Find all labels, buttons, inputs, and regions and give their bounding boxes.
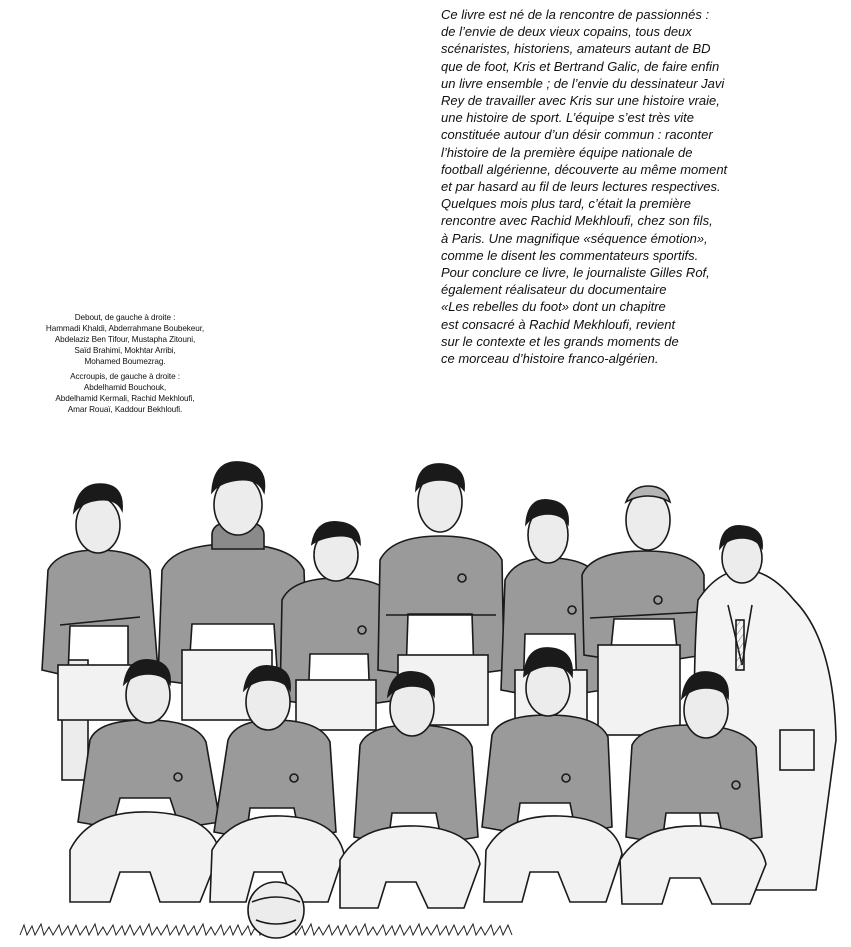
caption-line: Abdelaziz Ben Tifour, Mustapha Zitouni, [54, 335, 196, 344]
blurb-line: comme le disent les commentateurs sportifs. [441, 247, 699, 263]
blurb-line: «Les rebelles du foot» dont un chapitre [441, 299, 666, 315]
blurb-line: scénaristes, historiens, amateurs autant de BD [441, 41, 711, 57]
blurb-line: Rey de travailler avec Kris sur une histoire vraie, [441, 93, 720, 109]
blurb-line: Pour conclure ce livre, le journaliste Gilles Rof, [441, 265, 710, 281]
book-blurb [441, 6, 841, 367]
caption-standing [30, 312, 220, 367]
blurb-line: l’histoire de la première équipe nationale de [441, 144, 693, 160]
caption-line: Amar Rouaï, Kaddour Bekhloufi. [67, 405, 183, 414]
caption-line: Hammadi Khaldi, Abderrahmane Boubekeur, [45, 324, 205, 333]
blurb-line: une histoire de sport. L’équipe s’est très vite [441, 110, 694, 126]
blurb-line: football algérienne, découverte au même moment [441, 161, 728, 177]
team-illustration [0, 440, 851, 947]
blurb-line: rencontre avec Rachid Mekhloufi, chez son fils, [441, 213, 713, 229]
blurb-line: sur le contexte et les grands moments de [441, 333, 679, 349]
blurb-line: à Paris. Une magnifique «séquence émotion», [441, 230, 708, 246]
blurb-line: et par hasard au fil de leurs lectures respectives. [441, 179, 721, 195]
caption-line: Saïd Brahimi, Mokhtar Arribi, [74, 346, 176, 355]
blurb-line: également réalisateur du documentaire [441, 282, 667, 298]
blurb-line: Quelques mois plus tard, c’était la première [441, 196, 692, 212]
blurb-line: que de foot, Kris et Bertrand Galic, de faire enfin [441, 58, 720, 74]
blurb-line: Ce livre est né de la rencontre de passionnés : [441, 7, 710, 22]
blurb-line: constituée autour d’un désir commun : raconter [441, 127, 713, 143]
blurb-line: un livre ensemble ; de l’envie du dessinateur Javi [441, 75, 725, 91]
blurb-line: ce morceau d’histoire franco-algérien. [441, 351, 659, 367]
caption-line: Debout, de gauche à droite : [74, 313, 176, 322]
blurb-line: de l’envie de deux vieux copains, tous deux [441, 24, 692, 40]
caption-line: Abdelhamid Kermali, Rachid Mekhloufi, [55, 394, 195, 403]
caption-kneeling [30, 371, 220, 415]
blurb-line: est consacré à Rachid Mekhloufi, revient [441, 316, 676, 332]
caption-line: Abdelhamid Bouchouk, [83, 383, 167, 392]
caption-line: Accroupis, de gauche à droite : [70, 372, 180, 381]
team-photo-caption [30, 312, 220, 419]
caption-line: Mohamed Boumezrag. [84, 357, 166, 366]
football [248, 882, 304, 938]
